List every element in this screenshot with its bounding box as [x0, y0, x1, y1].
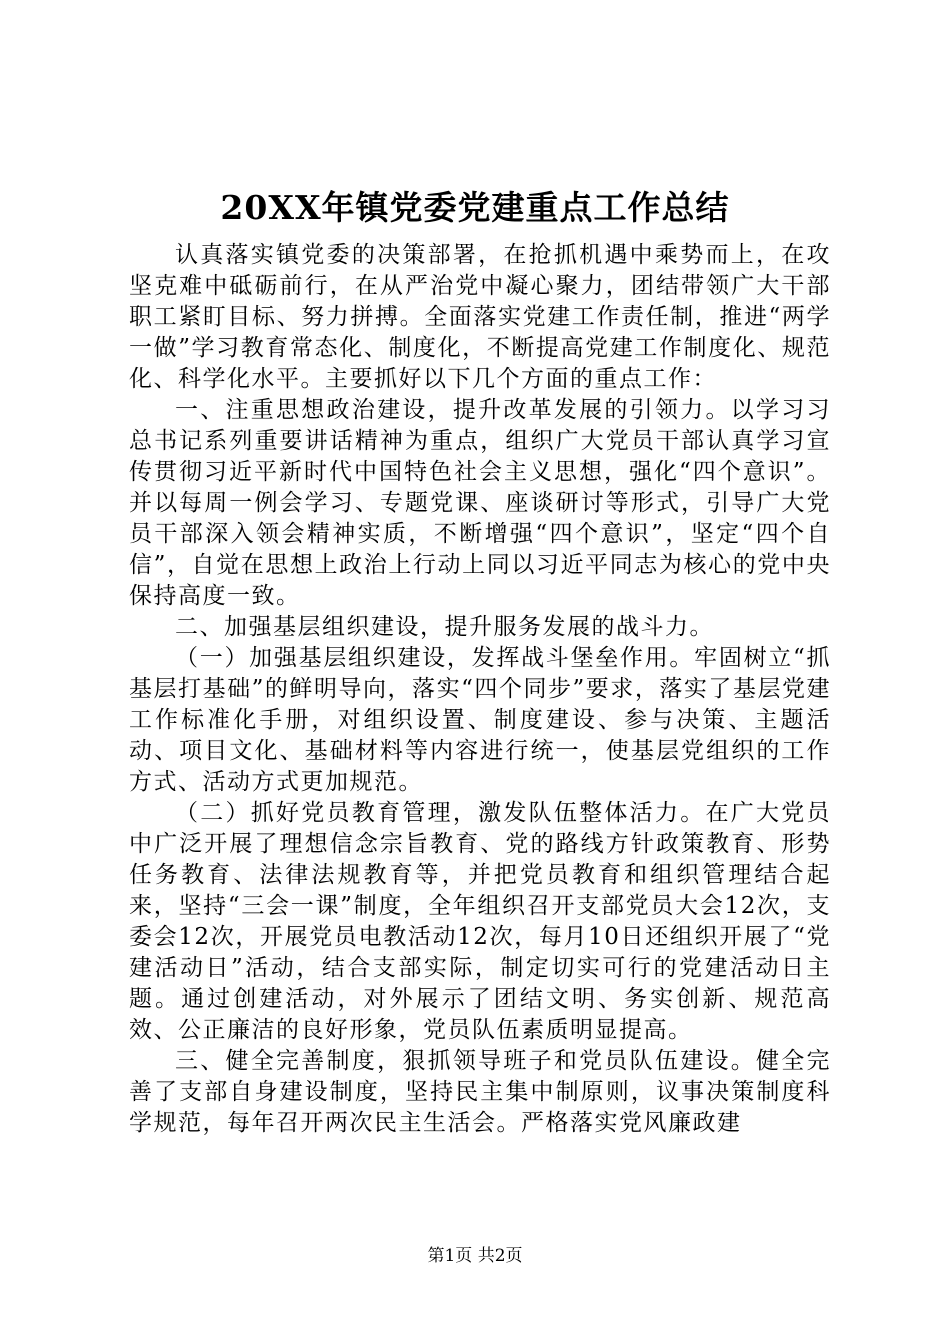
- paragraph-section-3: 三、健全完善制度，狠抓领导班子和党员队伍建设。健全完善了支部自身建设制度，坚持民主集中制原则，议事决策制度科学规范，每年召开两次民主生活会。严格落实党风廉政建: [129, 1048, 831, 1136]
- page-number-footer: 第1页 共2页: [427, 1246, 523, 1266]
- paragraph-section-2-heading: 二、加强基层组织建设，提升服务发展的战斗力。: [175, 614, 714, 640]
- paragraph-intro: 认真落实镇党委的决策部署，在抢抓机遇中乘势而上，在攻坚克难中砥砺前行，在从严治党中凝心聚力，团结带领广大干部职工紧盯目标、努力拼搏。全面落实党建工作责任制，推进“两学一做”学习教育常态化、制度化，不断提高党建工作制度化、规范化、科学化水平。主要抓好以下几个方面的重点工作：: [129, 242, 831, 392]
- document-body: [129, 240, 831, 1139]
- document-title: 20XX年镇党委党建重点工作总结: [220, 188, 730, 227]
- paragraph-section-2-item-2: （二）抓好党员教育管理，激发队伍整体活力。在广大党员中广泛开展了理想信念宗旨教育、党的路线方针政策教育、形势任务教育、法律法规教育等，并把党员教育和组织管理结合起来，坚持“三会一课”制度，全年组织召开支部党员大会12次，支委会12次，开展党员电教活动12次，每月10日还组织开展了“党建活动日”活动，结合支部实际，制定切实可行的党建活动日主题。通过创建活动，对外展示了团结文明、务实创新、规范高效、公正廉洁的良好形象，党员队伍素质明显提高。: [129, 800, 831, 1043]
- paragraph-section-2-item-1: （一）加强基层组织建设，发挥战斗堡垒作用。牢固树立“抓基层打基础”的鲜明导向，落实“四个同步”要求，落实了基层党建工作标准化手册，对组织设置、制度建设、参与决策、主题活动、项目文化、基础材料等内容进行统一，使基层党组织的工作方式、活动方式更加规范。: [129, 645, 831, 795]
- paragraph-section-1: 一、注重思想政治建设，提升改革发展的引领力。以学习习总书记系列重要讲话精神为重点，组织广大党员干部认真学习宣传贯彻习近平新时代中国特色社会主义思想，强化“四个意识”。并以每周一例会学习、专题党课、座谈研讨等形式，引导广大党员干部深入领会精神实质，不断增强“四个意识”，坚定“四个自信”，自觉在思想上政治上行动上同以习近平同志为核心的党中央保持高度一致。: [129, 397, 831, 609]
